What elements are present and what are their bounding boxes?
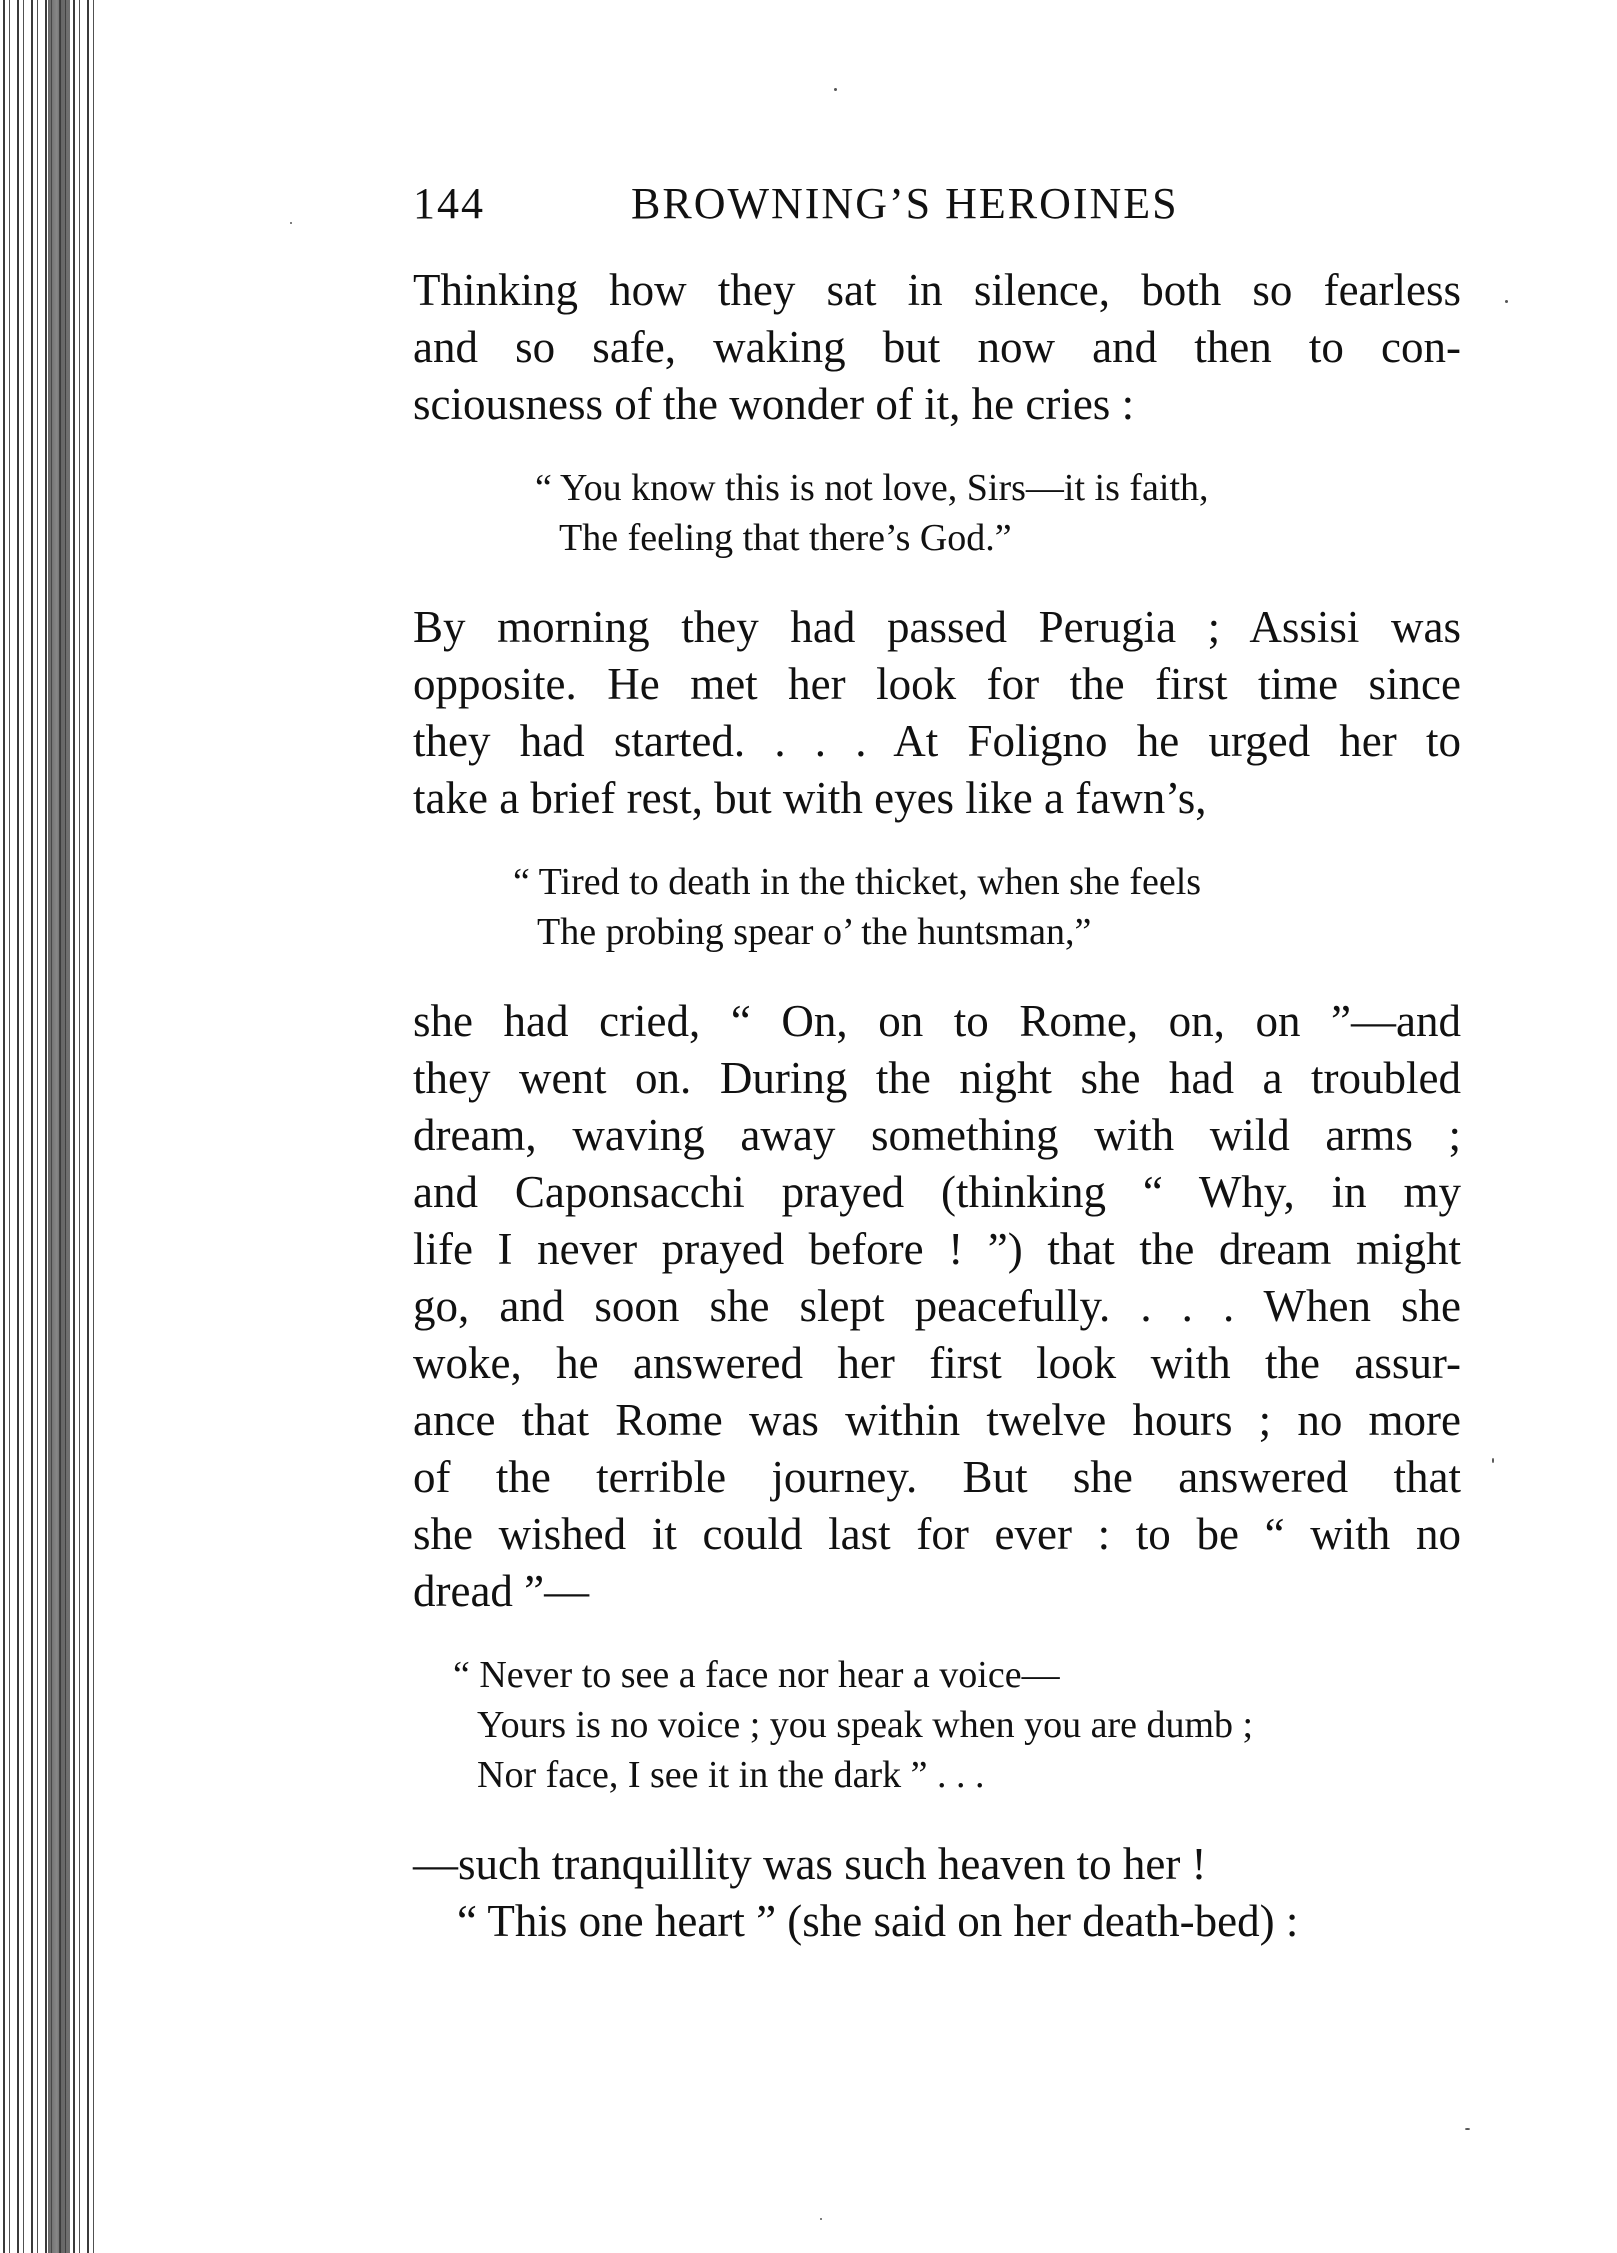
page-number: 144 [413, 179, 485, 228]
paragraph-thinking [413, 262, 1461, 433]
running-head: BROWNING’S HEROINES [631, 179, 1179, 228]
paragraph-tranquillity [413, 1836, 1461, 1950]
text-line: life I never prayed before ! ”) that the dream might [413, 1224, 1461, 1274]
speck [1465, 2128, 1470, 2130]
text-line: they had started. . . . At Foligno he urged her to [413, 716, 1461, 766]
text-line: By morning they had passed Perugia ; Assisi was [413, 602, 1461, 652]
text-line: they went on. During the night she had a troubled [413, 1053, 1461, 1103]
text-line: “ This one heart ” (she said on her death-bed) : [457, 1896, 1299, 1946]
text-line: of the terrible journey. But she answered that [413, 1452, 1461, 1502]
text-line: opposite. He met her look for the first time since [413, 659, 1461, 709]
verse-line: “ You know this is not love, Sirs—it is faith, [535, 467, 1209, 509]
text-line: take a brief rest, but with eyes like a fawn’s, [413, 773, 1207, 823]
text-line: ance that Rome was within twelve hours ; no more [413, 1395, 1461, 1445]
speck [1505, 300, 1508, 303]
page-body [413, 262, 1461, 1950]
text-line: dread ”— [413, 1566, 590, 1616]
page-header [413, 178, 1243, 238]
text-line: sciousness of the wonder of it, he cries : [413, 379, 1135, 429]
speck [820, 2218, 822, 2220]
verse-quote-thicket [513, 857, 1461, 957]
speck [1492, 1458, 1494, 1463]
verse-quote-faith [535, 463, 1461, 563]
text-line: dream, waving away something with wild arms ; [413, 1110, 1461, 1160]
verse-quote-voice [453, 1650, 1461, 1800]
verse-line: “ Tired to death in the thicket, when she feels [513, 861, 1202, 903]
paragraph-perugia [413, 599, 1461, 827]
text-line: she wished it could last for ever : to be “ with no [413, 1509, 1461, 1559]
speck [290, 222, 292, 224]
verse-line: The feeling that there’s God.” [559, 517, 1012, 559]
text-line: woke, he answered her first look with the assur- [413, 1338, 1461, 1388]
speck [834, 88, 837, 91]
text-line: and Caponsacchi prayed (thinking “ Why, in my [413, 1167, 1461, 1217]
verse-line: Nor face, I see it in the dark ” . . . [477, 1754, 985, 1796]
book-binding-edge [0, 0, 95, 2253]
text-line: —such tranquillity was such heaven to her ! [413, 1839, 1207, 1889]
text-line: go, and soon she slept peacefully. . . . When she [413, 1281, 1461, 1331]
text-line: and so safe, waking but now and then to con- [413, 322, 1461, 372]
verse-line: “ Never to see a face nor hear a voice— [453, 1654, 1060, 1696]
text-line: she had cried, “ On, on to Rome, on, on ”—and [413, 996, 1461, 1046]
verse-line: Yours is no voice ; you speak when you are dumb ; [477, 1704, 1254, 1746]
text-line: Thinking how they sat in silence, both so fearless [413, 265, 1461, 315]
verse-line: The probing spear o’ the huntsman,” [537, 911, 1092, 953]
paragraph-on-to-rome [413, 993, 1461, 1620]
